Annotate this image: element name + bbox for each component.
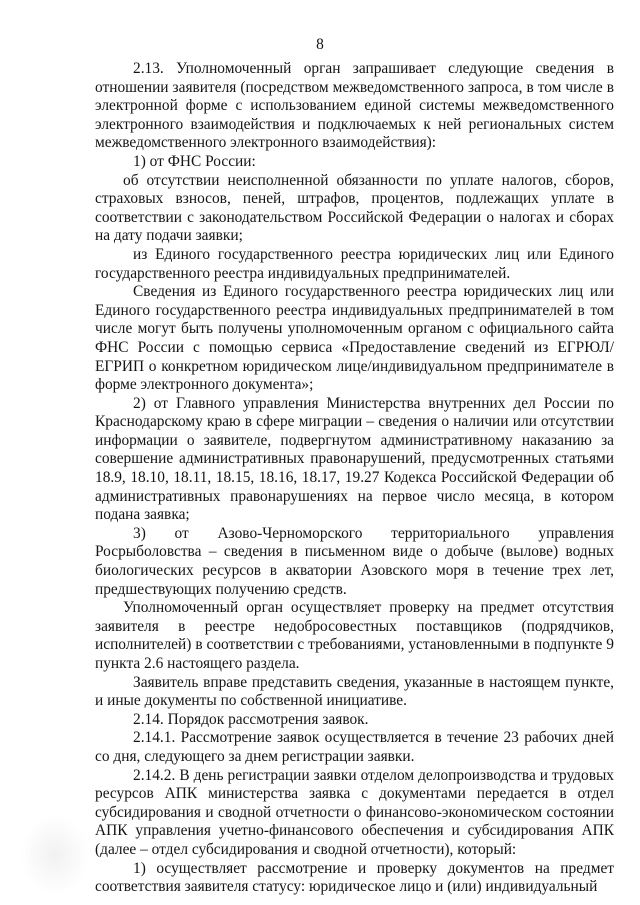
scan-smudge [20, 815, 90, 895]
paragraph-fns-item: 1) от ФНС России: [133, 152, 256, 170]
paragraph-2-14-1: 2.14.1. Рассмотрение заявок осуществляется в течение 23 рабочих дней со дня, следующего за днем регистрации заявки. [95, 729, 614, 765]
paragraph-applicant-right: Заявитель вправе представить сведения, указанные в настоящем пункте, и иные документы по собственной инициативе. [95, 673, 614, 710]
paragraph-2-13: 2.13. Уполномоченный орган запрашивает следующие сведения в отношении заявителя (посредством межведомственного запроса, в том числе в электронной форме с использованием единой системы межведомственного электронного взаимодействия и подключаемых к ней региональных систем межведомственного электронного взаимодействия): [95, 60, 614, 152]
paragraph-egrul-service: Сведения из Единого государственного реестра юридических лиц или Единого государственного реестра индивидуальных предпринимателей в том числе могут быть получены уполномоченным органом с официального сайта ФНС России с помощью сервиса «Предоставление сведений из ЕГРЮЛ/ЕГРИП о конкретном юридическом лице/индивидуальном предпринимателе в форме электронного документа»; [95, 283, 614, 394]
paragraph-mvd-item: 2) от Главного управления Министерства внутренних дел России по Краснодарскому краю в сфере миграции – сведения о наличии или отсутствии информации о заявителе, подвергнутом административному наказанию за совершение административных правонарушений, предусмотренных статьями 18.9, 18.10, 18.11, 18.15, 18.16, 18.17, 19.27 Кодекса Российской Федерации об административных правонарушениях на первое число месяца, в котором подана заявка; [95, 394, 614, 524]
paragraph-tax-debt: об отсутствии неисполненной обязанности по уплате налогов, сборов, страховых взносов, пеней, штрафов, процентов, подлежащих уплате в соответствии с законодательством Российской Федерации о налогах и сборах на дату подачи заявки; [95, 171, 614, 245]
paragraph-rosrybolovstvo-item: 3) от Азово-Черноморского территориального управления Росрыболовства – сведения в письменном виде о добыче (вылове) водных биологических ресурсов в акватории Азовского моря в течение трех лет, предшествующих получению средств. [95, 524, 614, 598]
paragraph-egrul: из Единого государственного реестра юридических лиц или Единого государственного реестра индивидуальных предпринимателей. [95, 245, 614, 282]
paragraph-2-14: 2.14. Порядок рассмотрения заявок. [133, 710, 369, 728]
document-body [95, 60, 614, 897]
page-number: 8 [316, 36, 324, 53]
paragraph-review-item: 1) осуществляет рассмотрение и проверку документов на предмет соответствия заявителя статусу: юридическое лицо и (или) индивидуальный [95, 859, 614, 896]
paragraph-registry-check: Уполномоченный орган осуществляет проверку на предмет отсутствия заявителя в реестре недобросовестных поставщиков (подрядчиков, исполнителей) в соответствии с требованиями, установленными в подпункте 9 пункта 2.6 настоящего раздела. [95, 599, 614, 672]
paragraph-2-14-2: 2.14.2. В день регистрации заявки отделом делопроизводства и трудовых ресурсов АПК министерства заявка с документами передается в отдел субсидирования и сводной отчетности о финансово-экономическом состоянии АПК управления учетно-финансового обеспечения и субсидирования АПК (далее – отдел субсидирования и сводной отчетности), который: [95, 766, 614, 858]
